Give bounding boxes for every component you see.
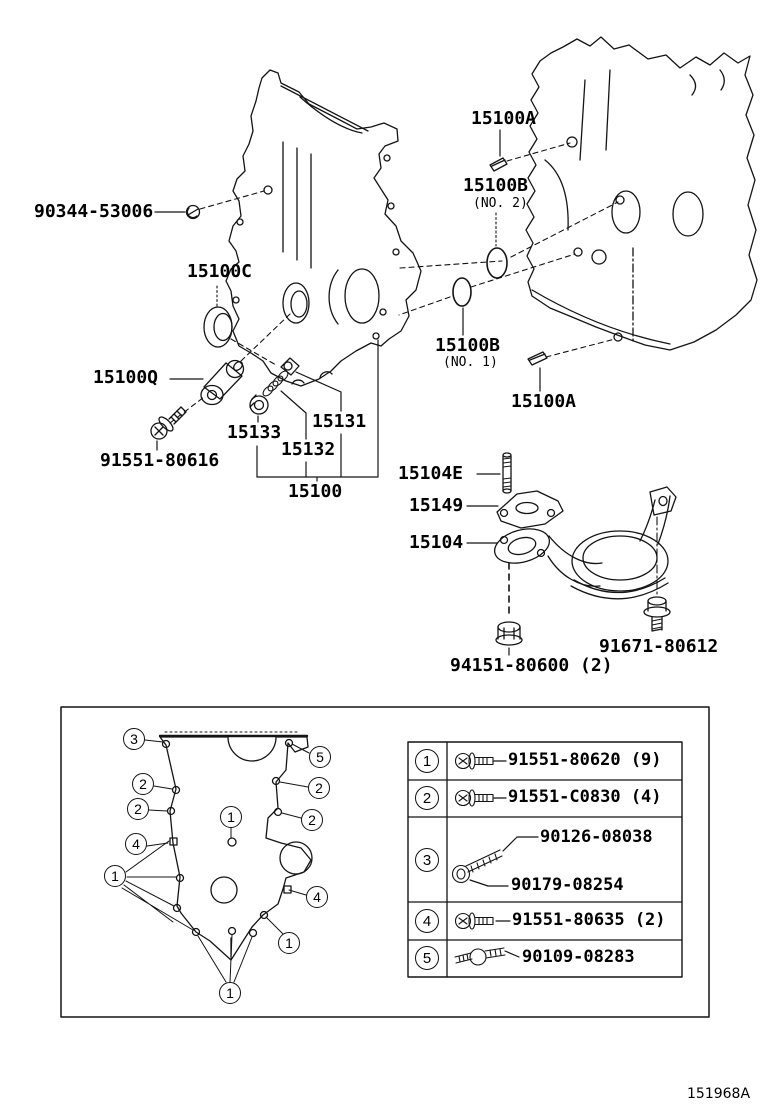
label-strainer-bolt: 91671-80612: [599, 636, 719, 657]
inset-callout-2a: 2: [132, 773, 154, 795]
inset-callout-1c: 1: [278, 932, 300, 954]
oil-seal-drawing: [204, 307, 232, 347]
ring-pin-top-drawing: [490, 158, 507, 171]
legend-part-3-lower: 90179-08254: [511, 875, 624, 895]
label-union: 15100Q: [93, 367, 159, 388]
oring-no1-drawing: [453, 278, 471, 306]
legend-table-lines: [408, 742, 682, 977]
legend-num-1: 1: [415, 749, 439, 773]
label-union-bolt: 91551-80616: [100, 450, 220, 471]
label-grommet: 90344-53006: [34, 201, 154, 222]
label-plug: 15133: [227, 422, 282, 443]
union-bolt-drawing: [151, 407, 186, 439]
label-oring-no2: 15100B: [463, 175, 529, 196]
legend-part-2: 91551-C0830 (4): [508, 787, 662, 807]
legend-part-1: 91551-80620 (9): [508, 750, 662, 770]
legend-bolt-icons: [453, 753, 539, 965]
plug-drawing: [250, 395, 268, 414]
label-strainer-gasket: 15149: [409, 495, 464, 516]
legend-part-5: 90109-08283: [522, 947, 635, 967]
ring-pin-bottom-drawing: [528, 352, 547, 365]
strainer-nut-drawing: [496, 622, 522, 645]
inset-callout-5: 5: [309, 746, 331, 768]
inset-callout-3: 3: [123, 728, 145, 750]
legend-num-4: 4: [415, 909, 439, 933]
label-oring-no2-note: (NO. 2): [473, 196, 528, 211]
label-cover-assy: 15100: [288, 481, 343, 502]
legend-part-4: 91551-80635 (2): [512, 910, 666, 930]
inset-callout-1a: 1: [104, 865, 126, 887]
label-relief-valve: 15131: [312, 411, 367, 432]
legend-part-3-upper: 90126-08038: [540, 827, 653, 847]
spring-drawing: [261, 369, 289, 397]
inset-callout-4b: 4: [306, 886, 328, 908]
strainer-bolt-drawing: [644, 597, 670, 631]
timing-cover-drawing: [226, 70, 421, 386]
label-ring-pin-top: 15100A: [471, 108, 537, 129]
label-strainer-nut: 94151-80600 (2): [450, 655, 613, 676]
inset-callout-2d: 2: [301, 809, 323, 831]
strainer-gasket-drawing: [497, 491, 563, 528]
union-drawing: [201, 360, 244, 405]
inset-callout-1d: 1: [219, 982, 241, 1004]
inset-callout-1b: 1: [220, 806, 242, 828]
inset-callout-4a: 4: [125, 833, 147, 855]
label-stud: 15104E: [398, 463, 464, 484]
legend-num-5: 5: [415, 946, 439, 970]
figure-code: 151968A: [687, 1086, 751, 1102]
label-spring: 15132: [281, 439, 336, 460]
stud-drawing: [503, 453, 511, 493]
engine-block-drawing: [526, 37, 757, 350]
inset-callout-2c: 2: [308, 777, 330, 799]
label-oring-no1-note: (NO. 1): [443, 355, 498, 370]
legend-num-2: 2: [415, 786, 439, 810]
inset-callout-2b: 2: [127, 798, 149, 820]
label-ring-pin-bottom: 15100A: [511, 391, 577, 412]
label-oil-strainer: 15104: [409, 532, 464, 553]
label-oil-seal: 15100C: [187, 261, 253, 282]
inset-gasket-drawing: [160, 732, 312, 960]
grommet-drawing: [187, 206, 200, 219]
oring-no2-drawing: [487, 248, 507, 278]
legend-num-3: 3: [415, 848, 439, 872]
label-oring-no1: 15100B: [435, 335, 501, 356]
